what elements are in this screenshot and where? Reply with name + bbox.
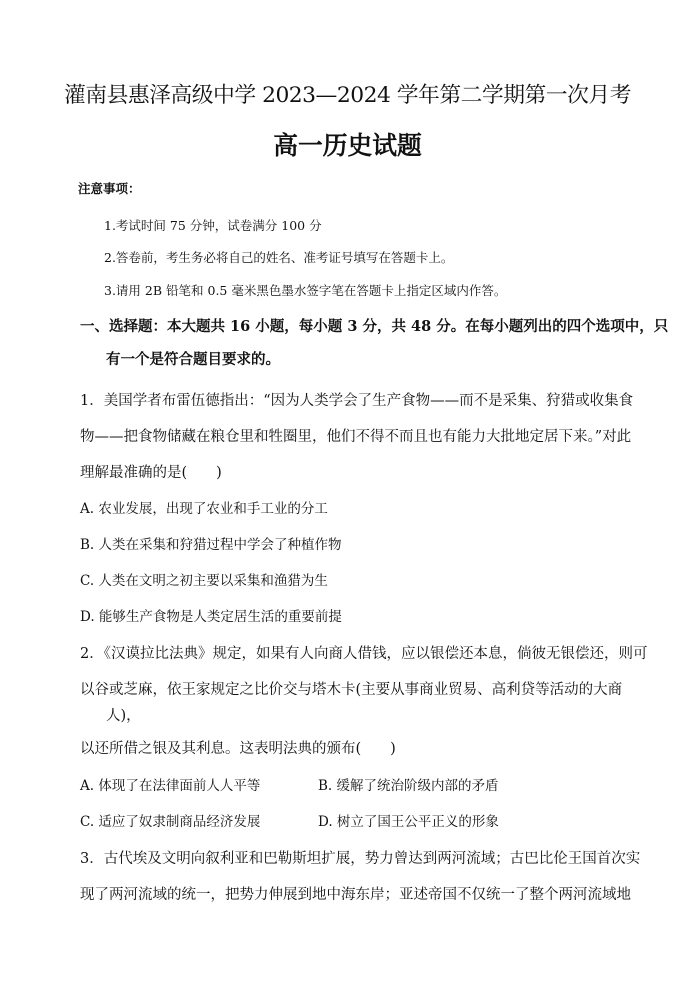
q1-stem-line-1: 1．美国学者布雷伍德指出：“因为人类学会了生产食物——而不是采集、狩猎或收集食	[80, 393, 634, 409]
section-1-instructions-line-1: 一、选择题：本大题共 16 小题，每小题 3 分，共 48 分。在每小题列出的四个选项中，只	[80, 318, 669, 335]
q1-option-a: A. 农业发展，出现了农业和手工业的分工	[80, 501, 328, 517]
q2-stem-line-3: 人)，	[106, 708, 141, 724]
subject-title: 高一历史试题	[273, 131, 422, 160]
notice-item-2: 2.答卷前，考生务必将自己的姓名、准考证号填写在答题卡上。	[104, 250, 454, 265]
notice-heading: 注意事项：	[78, 181, 141, 196]
q2-option-c: C. 适应了奴隶制商品经济发展	[80, 814, 261, 830]
q2-stem-line-2: 以谷或芝麻，依王家规定之比价交与塔木卡(主要从事商业贸易、高利贷等活动的大商	[80, 682, 623, 698]
q1-option-d: D. 能够生产食物是人类定居生活的重要前提	[80, 609, 342, 625]
q2-option-d: D. 树立了国王公平正义的形象	[318, 814, 499, 830]
q2-stem-line-4: 以还所借之银及其利息。这表明法典的颁布( )	[80, 741, 396, 757]
q2-option-a: A. 体现了在法律面前人人平等	[80, 778, 261, 794]
q3-stem-line-1: 3．古代埃及文明向叙利亚和巴勒斯坦扩展，势力曾达到两河流域；古巴比伦王国首次实	[80, 851, 641, 867]
q2-stem-line-1: 2．《汉谟拉比法典》规定，如果有人向商人借钱，应以银偿还本息，倘彼无银偿还，则可	[80, 646, 648, 662]
school-exam-title: 灌南县惠泽高级中学 2023—2024 学年第二学期第一次月考	[63, 83, 632, 108]
q1-option-c: C. 人类在文明之初主要以采集和渔猎为生	[80, 573, 328, 589]
notice-item-1: 1.考试时间 75 分钟，试卷满分 100 分	[104, 218, 322, 233]
q3-stem-line-2: 现了两河流域的统一，把势力伸展到地中海东岸；亚述帝国不仅统一了整个两河流域地	[80, 887, 631, 903]
q2-option-b: B. 缓解了统治阶级内部的矛盾	[318, 778, 499, 794]
notice-item-3: 3.请用 2B 铅笔和 0.5 毫米黑色墨水签字笔在答题卡上指定区域内作答。	[104, 283, 507, 298]
q1-stem-line-2: 物——把食物储藏在粮仓里和牲圈里，他们不得不而且也有能力大批地定居下来。”对此	[80, 429, 632, 445]
q1-option-b: B. 人类在采集和狩猎过程中学会了种植作物	[80, 537, 342, 553]
q1-stem-line-3: 理解最准确的是( )	[80, 465, 222, 481]
section-1-instructions-line-2: 有一个是符合题目要求的。	[106, 351, 280, 368]
